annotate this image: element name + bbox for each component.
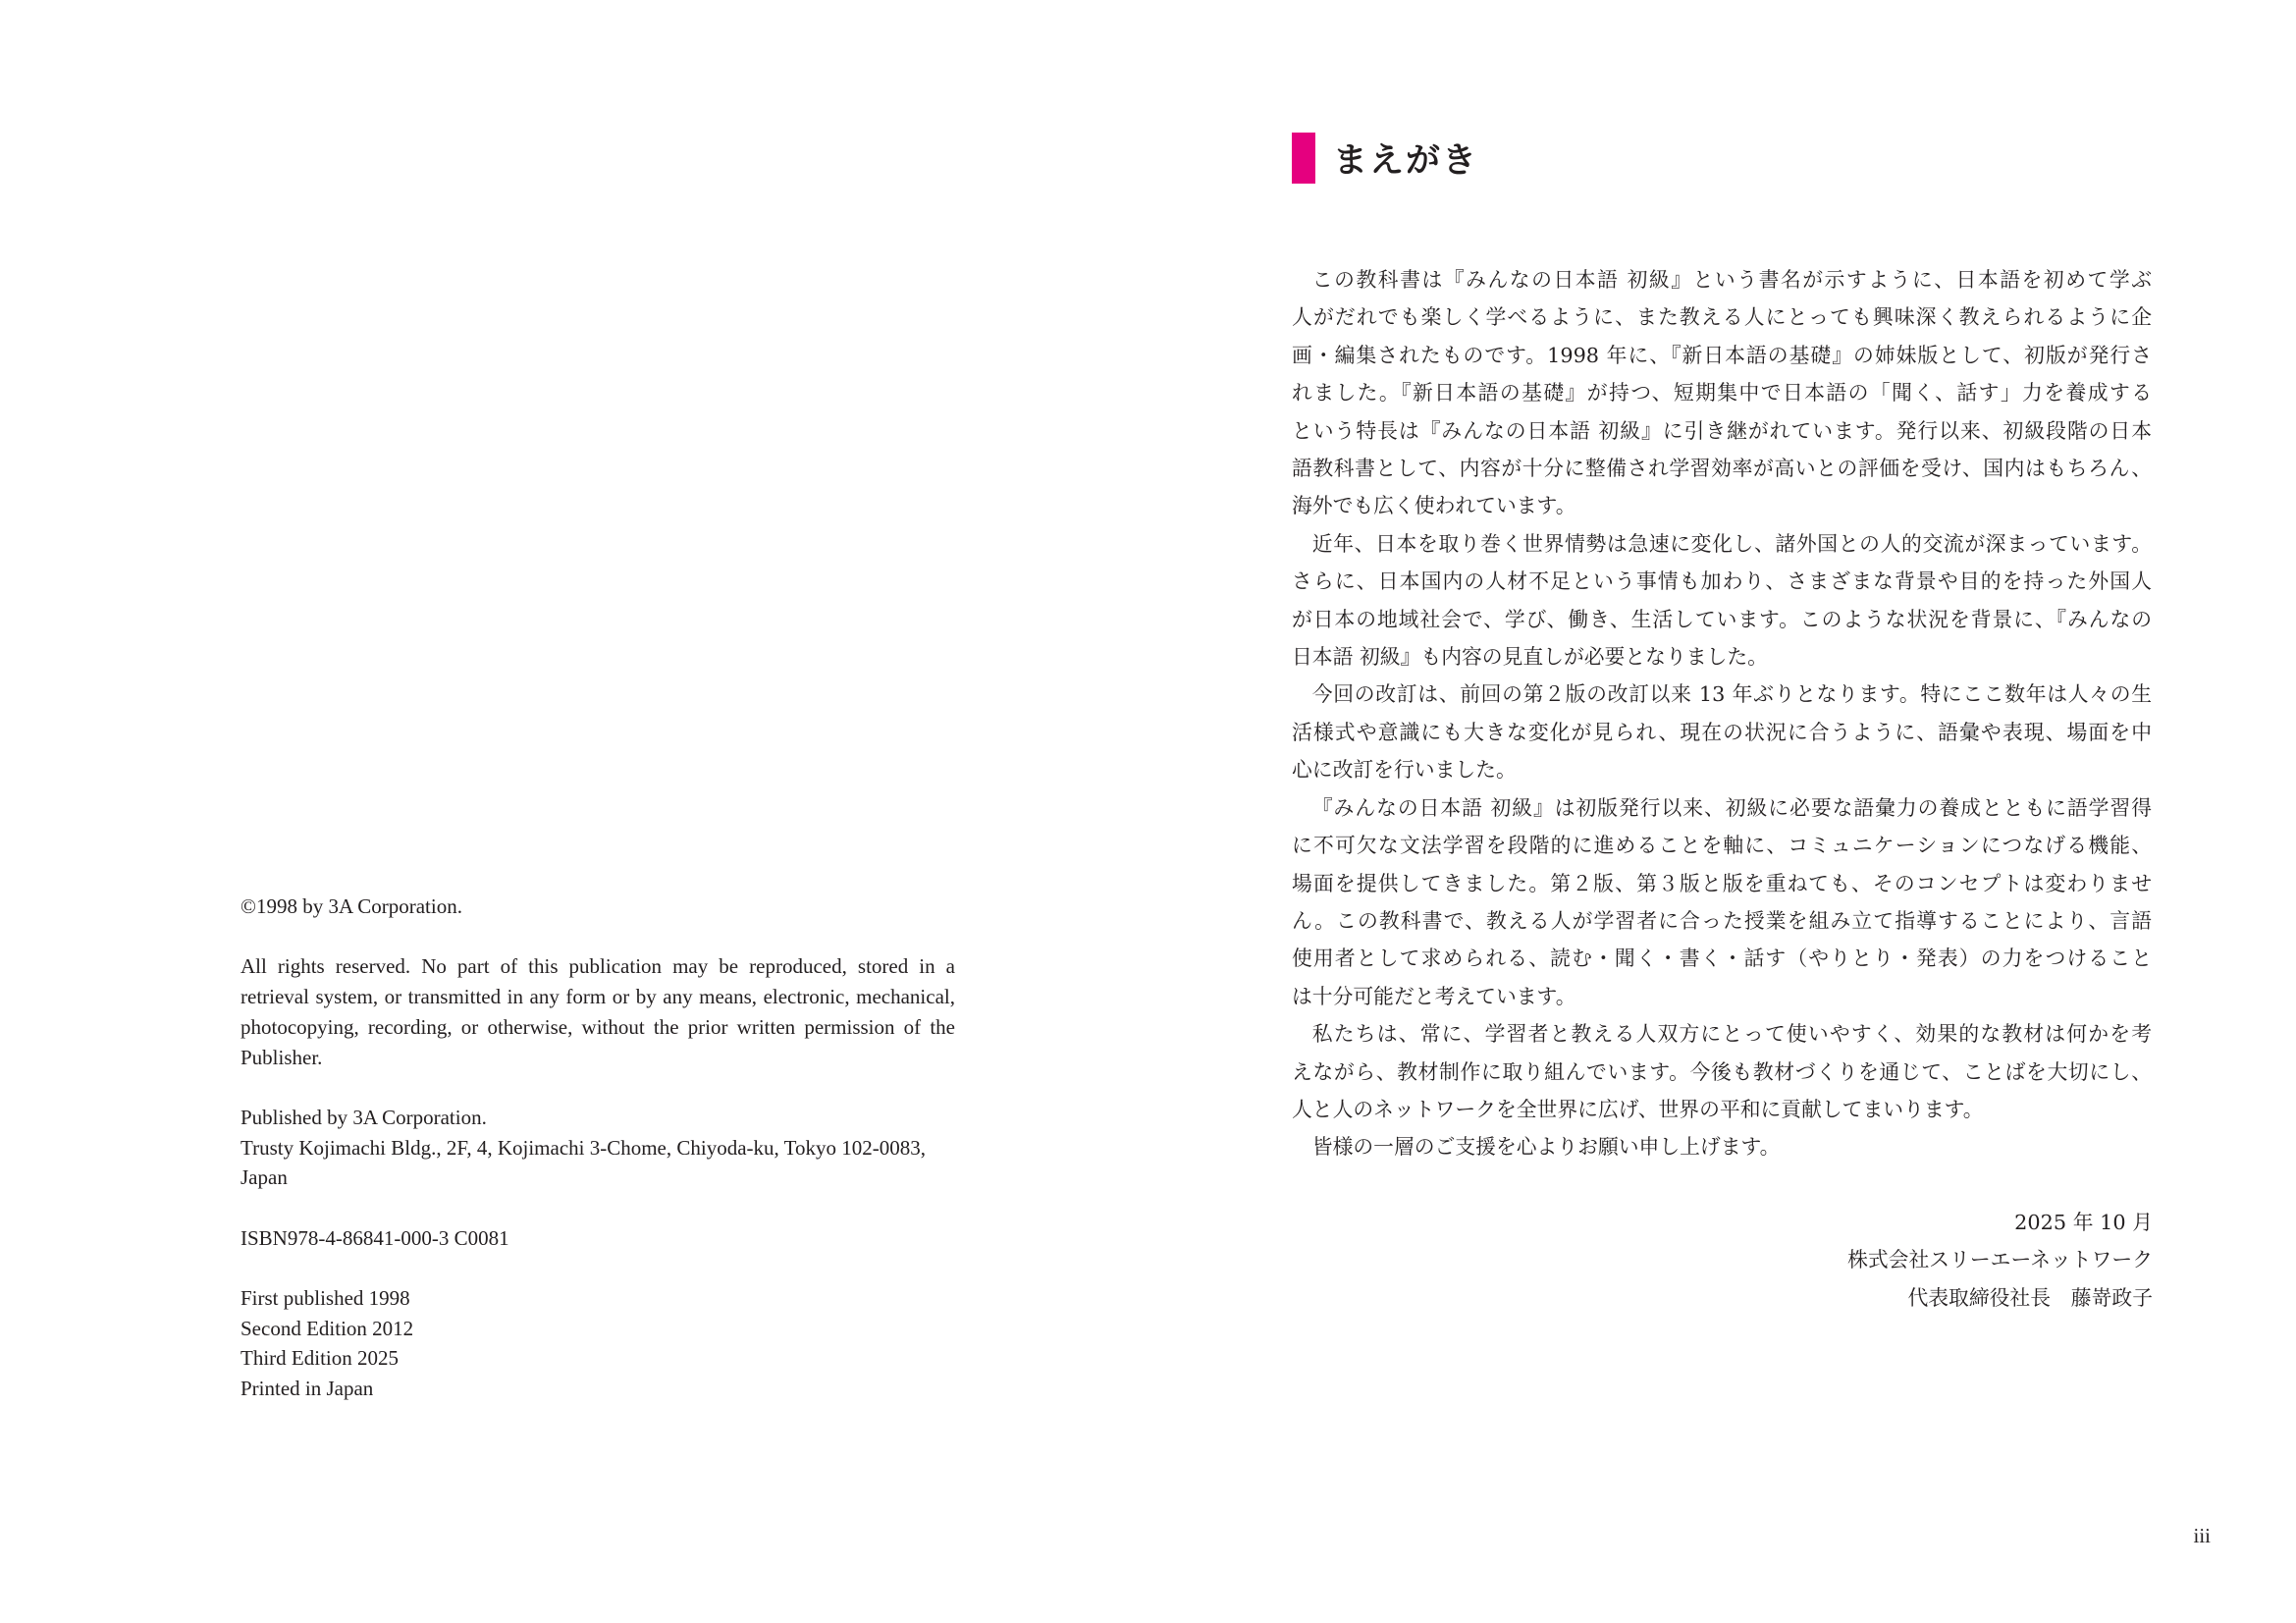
rights-line: photocopying, recording, or otherwise, without the prior written permission of the	[240, 1014, 955, 1039]
preface-heading	[1292, 133, 1478, 184]
isbn: ISBN978-4-86841-000-3 C0081	[240, 1225, 509, 1250]
preface-line: は十分可能だと考えています。	[1292, 984, 1576, 1008]
publisher-info	[240, 1103, 955, 1193]
edition-line: Printed in Japan	[240, 1377, 374, 1401]
preface-line: 私たちは、常に、学習者と教える人双方にとって使いやすく、効果的な教材は何かを考	[1311, 1022, 2152, 1047]
copyright-notice	[240, 892, 955, 922]
preface-line: さらに、日本国内の人材不足という事情も加わり、さまざまな背景や目的を持った外国人	[1292, 569, 2152, 594]
publisher-address-line: Trusty Kojimachi Bldg., 2F, 4, Kojimachi 3-Chome, Chiyoda-ku, Tokyo 102-0083,	[240, 1135, 927, 1160]
preface-line: 使用者として求められる、読む・聞く・書く・話す（やりとり・発表）の力をつけること	[1292, 947, 2152, 971]
preface-line: 近年、日本を取り巻く世界情勢は急速に変化し、諸外国との人的交流が深まっています。	[1311, 531, 2152, 556]
preface-line: 場面を提供してきました。第２版、第３版と版を重ねても、そのコンセプトは変わりませ	[1292, 871, 2152, 895]
copyright-block	[240, 892, 955, 1434]
preface-line: ん。この教科書で、教える人が学習者に合った授業を組み立て指導することにより、言語	[1292, 908, 2152, 933]
isbn-block	[240, 1223, 955, 1254]
preface-line: 活様式や意識にも大きな変化が見られ、現在の状況に合うように、語彙や表現、場面を中	[1292, 720, 2152, 744]
preface-line: 人と人のネットワークを全世界に広げ、世界の平和に貢献してまいります。	[1292, 1097, 1984, 1121]
preface-line: 海外でも広く使われています。	[1292, 494, 1576, 518]
rights-line: retrieval system, or transmitted in any form or by any means, electronic, mechanical,	[240, 985, 955, 1009]
publisher-line: Published by 3A Corporation.	[240, 1105, 487, 1129]
preface-line: に不可欠な文法学習を段階的に進めることを軸に、コミュニケーションにつなげる機能、	[1292, 834, 2152, 858]
page-number: iii	[2193, 1524, 2211, 1547]
preface-line: という特長は『みんなの日本語 初級』に引き継がれています。発行以来、初級段階の日本	[1292, 418, 2152, 443]
preface-line: 日本語 初級』も内容の見直しが必要となりました。	[1292, 645, 1768, 670]
page-title: まえがき	[1333, 141, 1479, 181]
preface-line: 画・編集されたものです。1998 年に、『新日本語の基礎』の姉妹版として、初版が発行さ	[1292, 343, 2152, 367]
preface-line: えながら、教材制作に取り組んでいます。今後も教材づくりを通じて、ことばを大切にし、	[1292, 1059, 2152, 1084]
rights-line: All rights reserved. No part of this publication may be reproduced, stored in a	[240, 954, 955, 979]
preface-line: 心に改訂を行いました。	[1292, 758, 1517, 783]
copyright-line: ©1998 by 3A Corporation.	[240, 894, 462, 918]
signature-signer: 代表取締役社長 藤嵜政子	[1907, 1285, 2153, 1310]
edition-history	[240, 1283, 955, 1404]
edition-line: First published 1998	[240, 1286, 410, 1311]
signature-date: 2025 年 10 月	[2014, 1211, 2153, 1234]
preface-line: 人がだれでも楽しく学べるように、また教える人にとっても興味深く教えられるように企	[1292, 305, 2152, 330]
preface-line: 皆様の一層のご支援を心よりお願い申し上げます。	[1311, 1135, 1781, 1160]
preface-line: れました。『新日本語の基礎』が持つ、短期集中で日本語の「聞く、話す」力を養成する	[1292, 381, 2152, 406]
preface-signature	[1847, 1204, 2153, 1317]
preface-line: 語教科書として、内容が十分に整備され学習効率が高いとの評価を受け、国内はもちろん、	[1292, 457, 2152, 481]
publisher-country-line: Japan	[240, 1165, 288, 1190]
edition-line: Second Edition 2012	[240, 1316, 414, 1340]
rights-line: Publisher.	[240, 1045, 323, 1069]
preface-line: が日本の地域社会で、学び、働き、生活しています。このような状況を背景に、『みんなの	[1292, 607, 2152, 631]
signature-company: 株式会社スリーエーネットワーク	[1847, 1248, 2153, 1272]
preface-line: 今回の改訂は、前回の第２版の改訂以来 13 年ぶりとなります。特にここ数年は人々の生	[1311, 682, 2152, 707]
heading-accent-bar	[1292, 133, 1315, 184]
edition-line: Third Edition 2025	[240, 1346, 399, 1371]
preface-line: 『みんなの日本語 初級』は初版発行以来、初級に必要な語彙力の養成とともに語学習得	[1311, 795, 2152, 820]
preface-body	[1292, 261, 2152, 1166]
rights-statement	[240, 951, 955, 1072]
preface-line: この教科書は『みんなの日本語 初級』という書名が示すように、日本語を初めて学ぶ	[1311, 268, 2152, 292]
